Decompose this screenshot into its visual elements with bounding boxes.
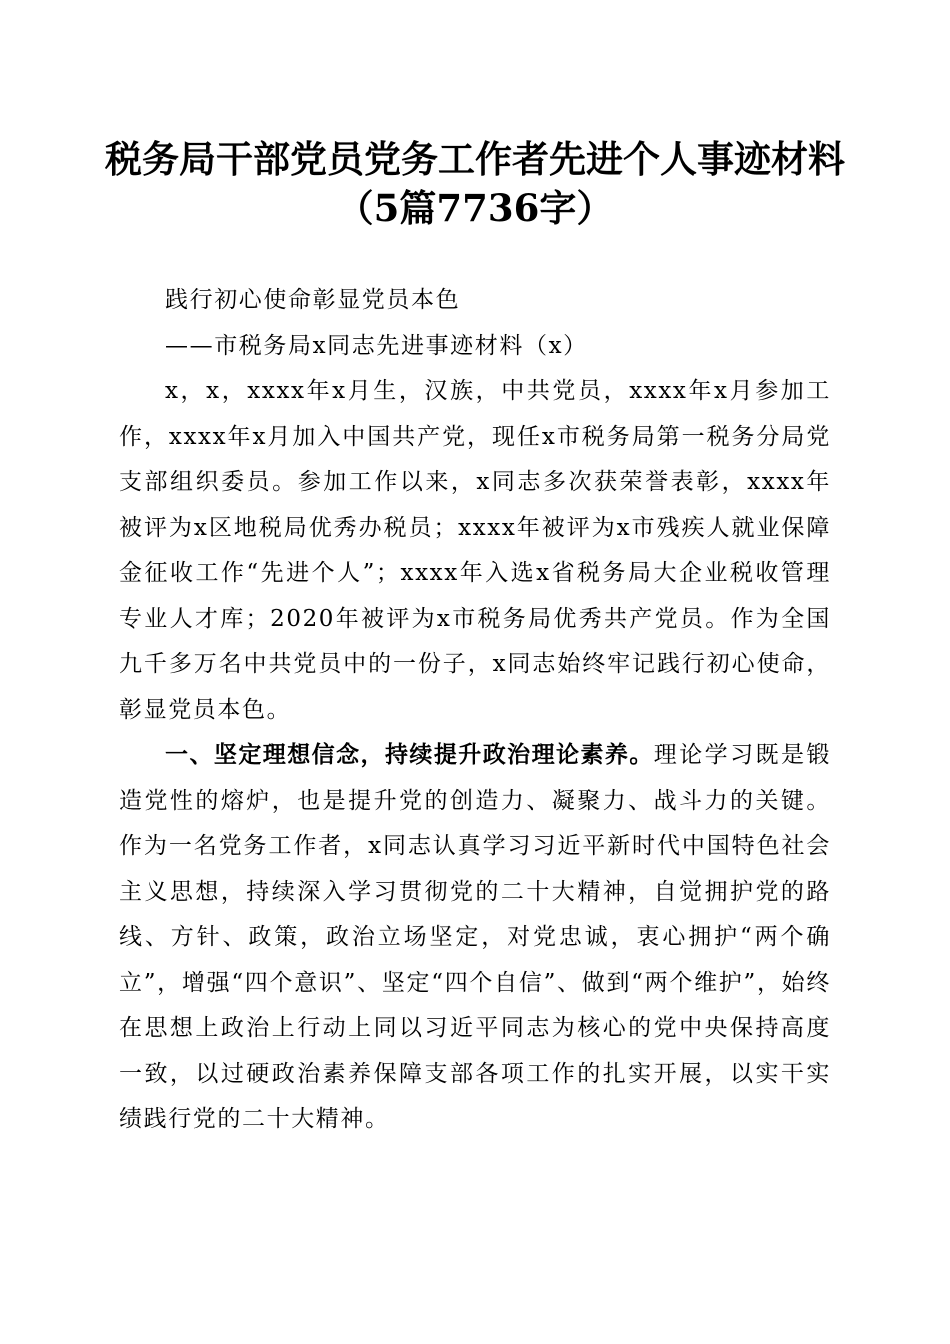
paragraph-intro: x，x，xxxx年x月生，汉族，中共党员，xxxx年x月参加工作，xxxx年x月加入中国共产党，现任x市税务局第一税务分局党支部组织委员。参加工作以来，x同志多次获荣誉表彰，xxxx年被评为x区地税局优秀办税员；xxxx年被评为x市残疾人就业保障金征收工作“先进个人”；xxxx年入选x省税务局大企业税收管理专业人才库；2020年被评为x市税务局优秀共产党员。作为全国九千多万名中共党员中的一份子，x同志始终牢记践行初心使命，彰显党员本色。 [119,378,831,723]
document-body [119,278,831,1143]
document-title-subtitle: （5篇7736字） [336,186,614,230]
article-subtitle: ——市税务局x同志先进事迹材料（x） [165,332,588,359]
document-title: 税务局干部党员党务工作者先进个人事迹材料 [105,137,845,181]
section-1-heading: 一、坚定理想信念，持续提升政治理论素养。 [165,742,654,768]
article-title: 践行初心使命彰显党员本色 [165,287,461,313]
section-1-text: 理论学习既是锻造党性的熔炉，也是提升党的创造力、凝聚力、战斗力的关键。作为一名党务工作者，x同志认真学习习近平新时代中国特色社会主义思想，持续深入学习贯彻党的二十大精神，自觉拥护党的路线、方针、政策，政治立场坚定，对党忠诚，衷心拥护“两个确立”，增强“四个意识”、坚定“四个自信”、做到“两个维护”，始终在思想上政治上行动上同以习近平同志为核心的党中央保持高度一致，以过硬政治素养保障支部各项工作的扎实开展，以实干实绩践行党的二十大精神。 [119,742,832,1132]
paragraph-section-1 [119,733,831,1143]
